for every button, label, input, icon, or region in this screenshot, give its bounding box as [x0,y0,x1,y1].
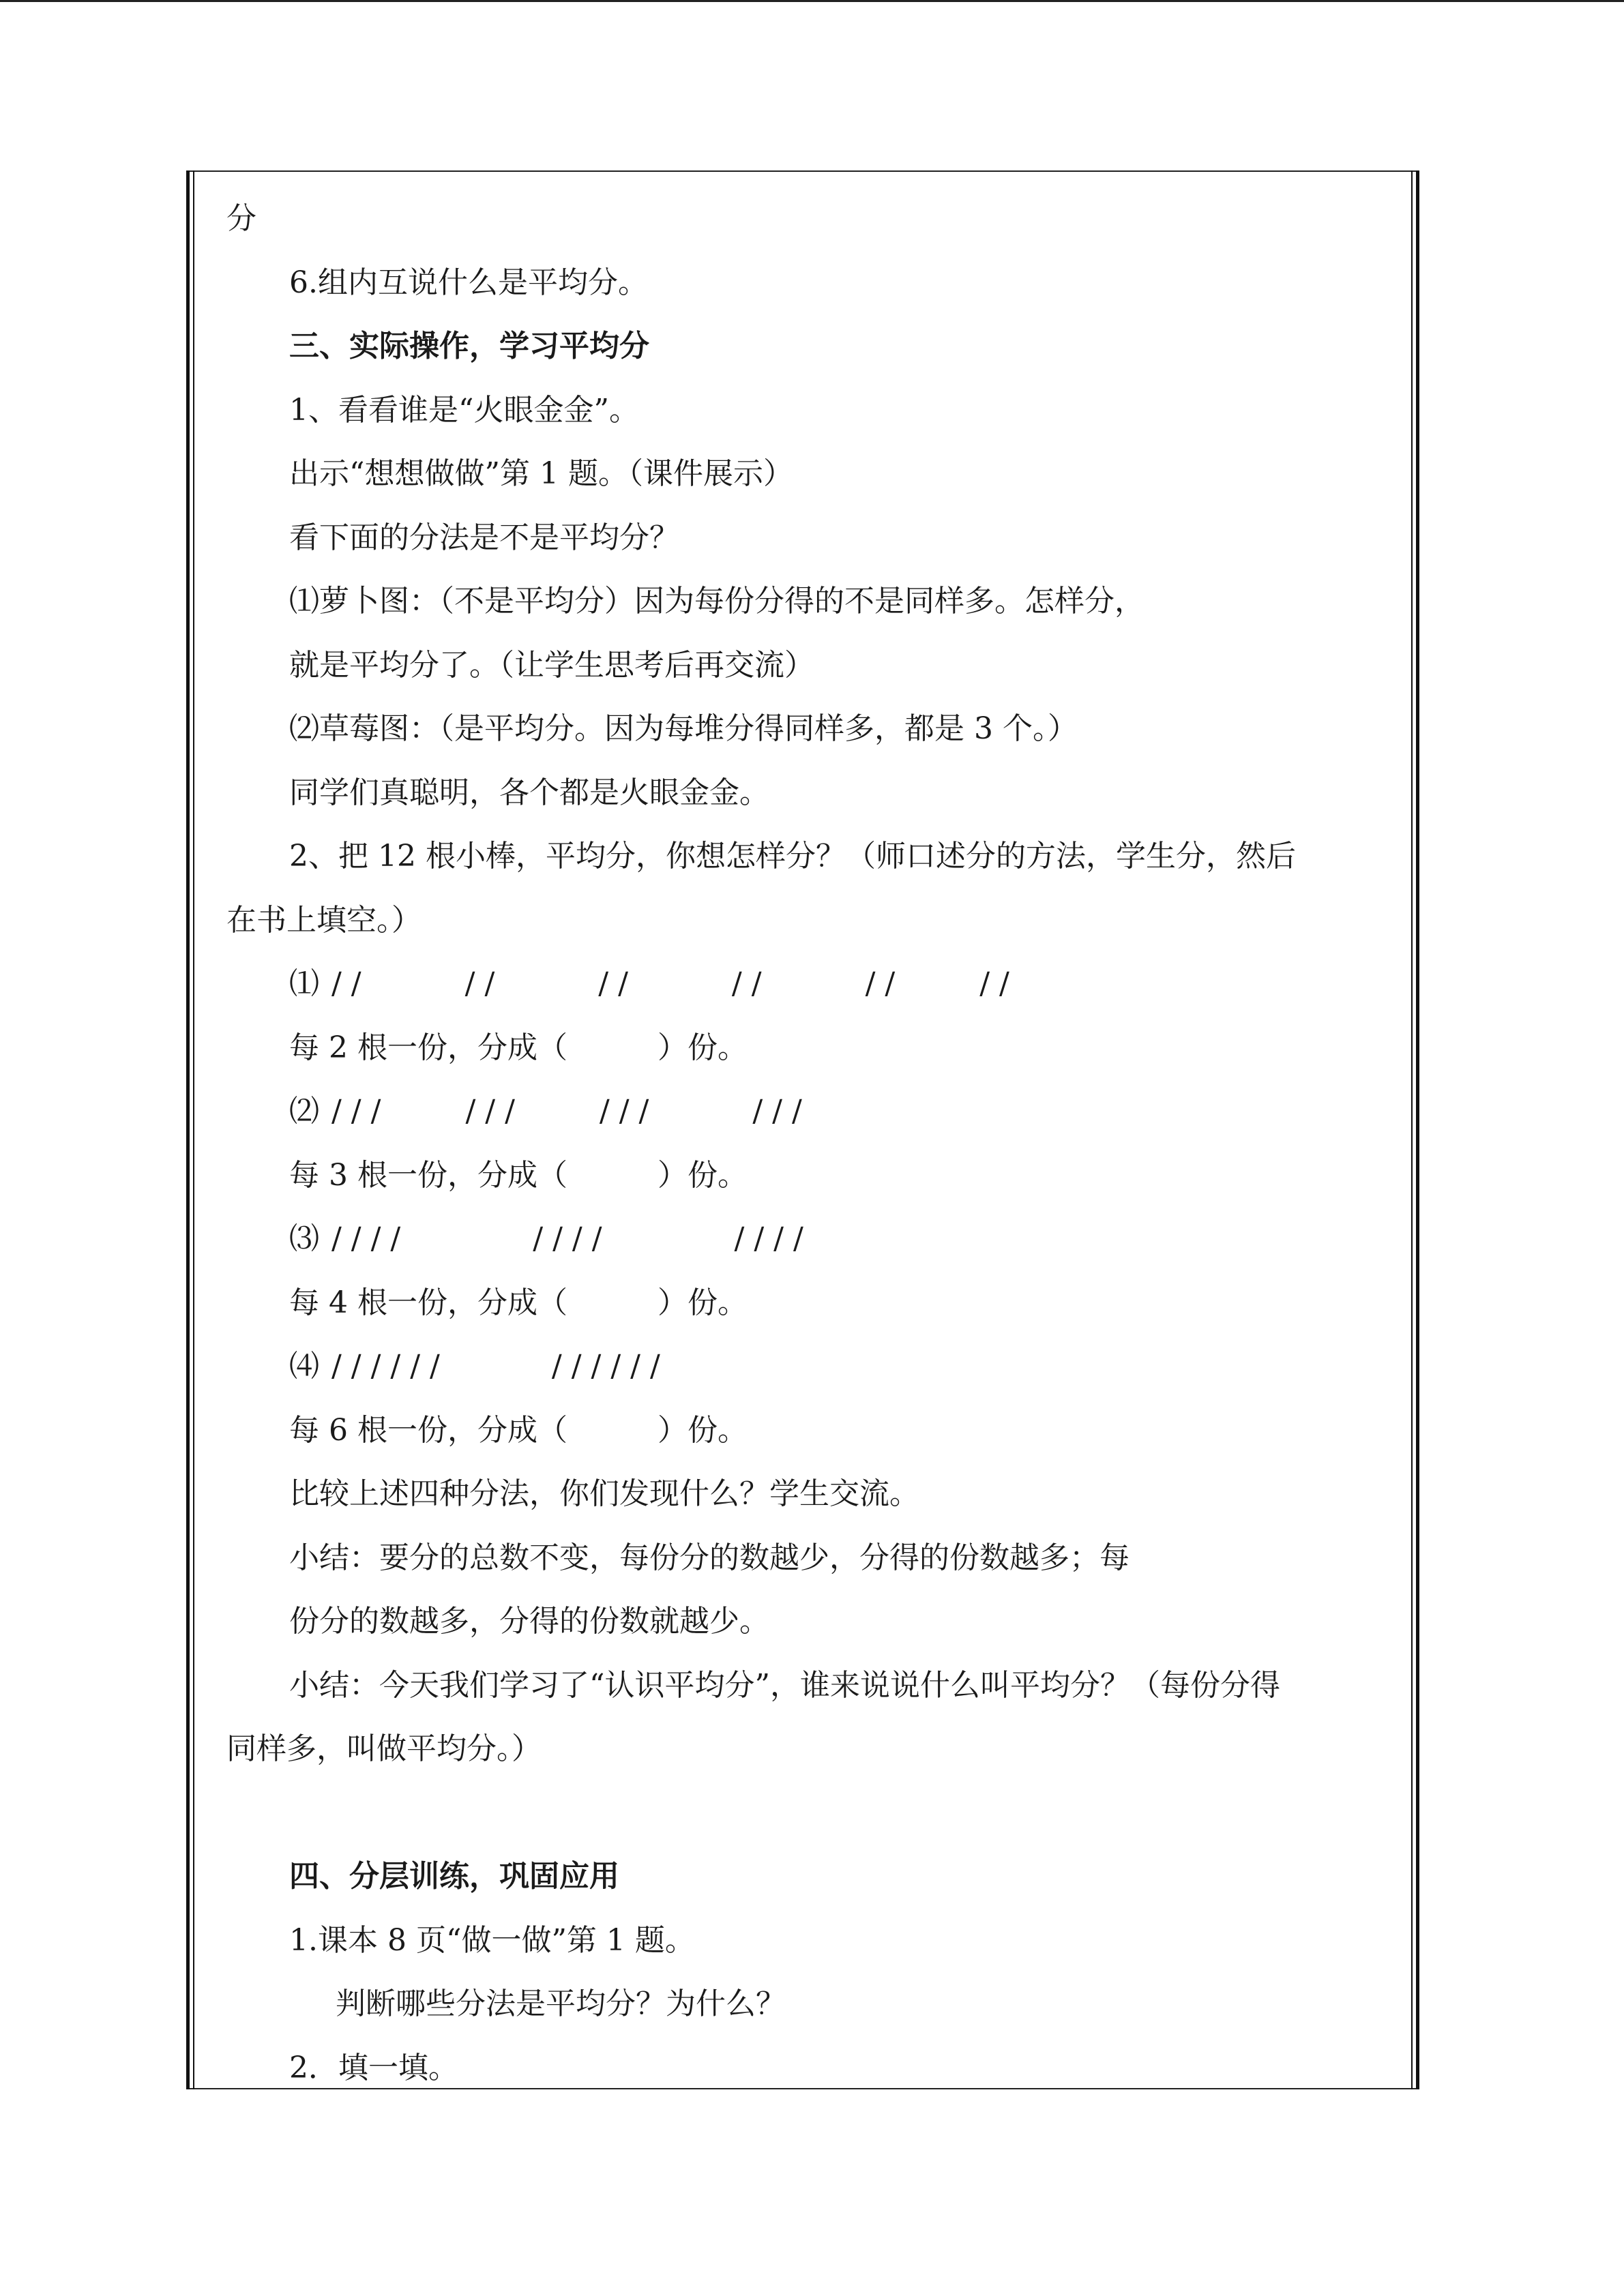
table-border-right [1416,170,1419,2089]
text-line: 小结：要分的总数不变，每份分的数越少，分得的份数越多；每 [289,1540,1130,1575]
stick-group: / / [331,966,361,1001]
table-border-left [186,170,190,2089]
text-line: 2、把 12 根小棒，平均分，你想怎样分？（师口述分的方法，学生分，然后 [289,839,1296,874]
stick-group: / / / / / / [551,1349,660,1384]
stick-group: / / [598,966,628,1001]
stick-group: / / / / / / [331,1349,440,1384]
text-line: 份分的数越多，分得的份数就越少。 [289,1604,769,1639]
section-heading: 四、分层训练，巩固应用 [289,1859,619,1894]
blank-line [226,1781,1386,1845]
section-heading: 三、实际操作，学习平均分 [289,329,649,363]
text-line: 比较上述四种分法，你们发现什么？学生交流。 [289,1476,919,1511]
lesson-table-cell [189,170,1417,2089]
sticks-label: ⑶ [289,1221,319,1256]
sticks-row-3 [226,1207,1386,1271]
table-border-right-inner [1411,170,1413,2089]
text-line: ⑵草莓图：（是平均分。因为每堆分得同样多，都是 3 个。） [289,711,1078,746]
text-line: 每 6 根一份，分成（ ）份。 [289,1412,748,1448]
text-line: 在书上填空。） [226,902,422,938]
stick-group: / / / / [331,1221,401,1256]
stick-group: / / [865,966,896,1001]
text-line: 小结：今天我们学习了“认识平均分”，谁来说说什么叫平均分？（每份分得 [289,1667,1280,1703]
text-line: 看下面的分法是不是平均分？ [289,520,679,555]
sticks-row-1 [226,952,1386,1016]
text-line: 判断哪些分法是平均分？为什么？ [336,1986,786,2021]
stick-group: / / / [752,1094,802,1129]
sticks-label: ⑵ [289,1094,319,1129]
text-line: 1.课本 8 页“做一做”第 1 题。 [289,1922,695,1958]
text-line: 每 4 根一份，分成（ ）份。 [289,1285,748,1320]
text-line: 分 [226,201,256,236]
text-line: 同学们真聪明，各个都是火眼金金。 [289,775,769,810]
page-top-rule [0,0,1624,2]
lesson-text [226,187,1386,2100]
text-line: 每 2 根一份，分成（ ）份。 [289,1030,748,1065]
stick-group: / / [464,966,495,1001]
table-border-left-inner [193,170,194,2089]
text-line: 同样多，叫做平均分。） [226,1731,542,1766]
sticks-label: ⑴ [289,966,319,1001]
stick-group: / / / [465,1094,515,1129]
text-line: 每 3 根一份，分成（ ）份。 [289,1157,748,1193]
text-line: ⑴萝卜图：（不是平均分）因为每份分得的不是同样多。怎样分， [289,584,1145,618]
stick-group: / / [731,966,762,1001]
text-line: 出示“想想做做”第 1 题。（课件展示） [289,456,793,491]
stick-group: / / / [599,1094,649,1129]
sticks-row-4 [226,1335,1386,1399]
sticks-label: ⑷ [289,1349,319,1384]
text-line: 就是平均分了。（让学生思考后再交流） [289,647,814,683]
stick-group: / / / / [533,1221,602,1256]
stick-group: / / / [331,1094,381,1129]
text-line: 6.组内互说什么是平均分。 [289,265,648,300]
stick-group: / / [979,966,1009,1001]
sticks-row-2 [226,1079,1386,1144]
text-line: 2．填一填。 [289,2050,458,2085]
text-line: 1、看看谁是“火眼金金”。 [289,392,639,428]
stick-group: / / / / [734,1221,803,1256]
